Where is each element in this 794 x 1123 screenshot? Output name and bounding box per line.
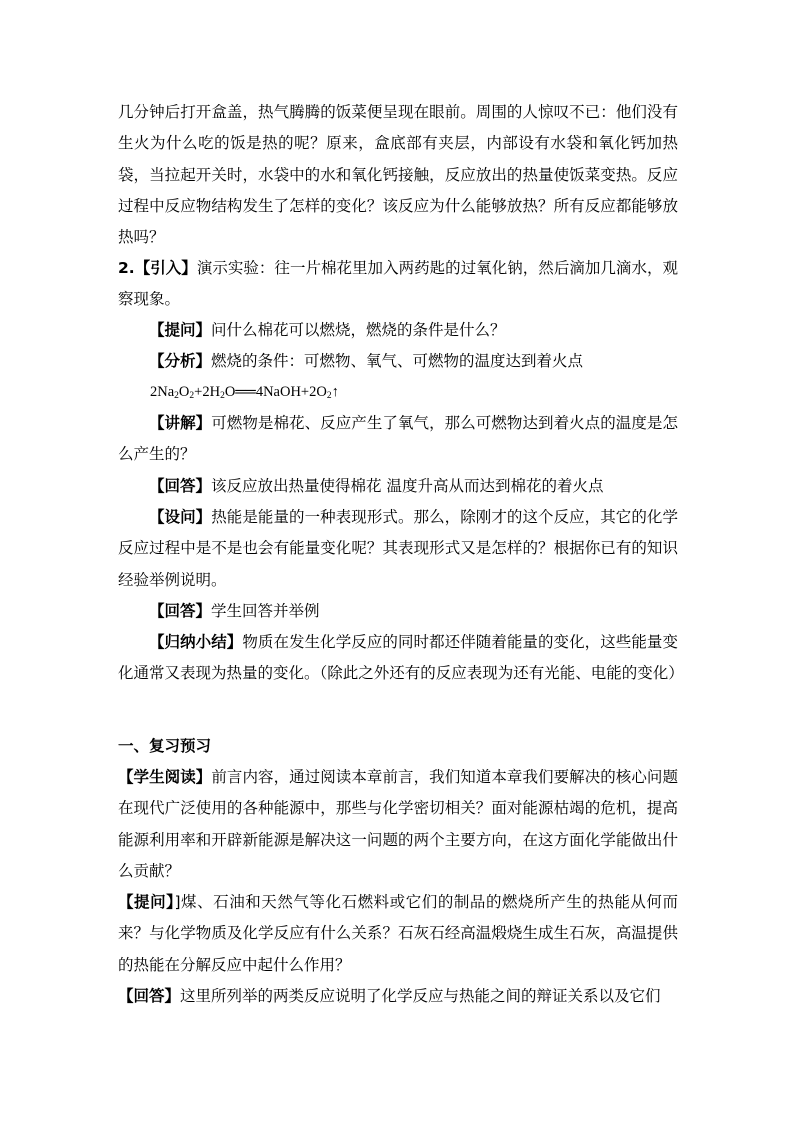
answer-paragraph — [118, 471, 678, 502]
eq-part: 2Na — [150, 384, 175, 400]
intro-text: 几分钟后打开盒盖，热气腾腾的饭菜便呈现在眼前。周围的人惊叹不已：他们没有生火为什么吃的饭是热的呢？原来，盒底部有夹层，内部设有水袋和氧化钙加热袋，当拉起开关时，水袋中的水和氧化钙接触，反应放出的热量使饭菜变热。反应过程中反应物结构发生了怎样的变化？该反应为什么能够放热？所有反应都能够放热吗？ — [118, 103, 678, 247]
answer-tag: 【回答】 — [149, 477, 212, 495]
summary-tag: 【归纳小结】 — [149, 633, 243, 651]
eq-part: +2H — [194, 384, 221, 400]
item-2-paragraph — [118, 253, 678, 316]
hypothetical-question-tag: 【设问】 — [149, 508, 212, 526]
eq-sub: 2 — [326, 391, 332, 401]
eq-sub: 2 — [189, 391, 195, 401]
item-2-text: 演示实验：往一片棉花里加入两药匙的过氧化钠，然后滴加几滴水，观察现象。 — [118, 259, 678, 309]
eq-part: O — [178, 384, 190, 400]
hypothetical-question-paragraph — [118, 502, 678, 596]
review-question-paragraph — [118, 887, 678, 981]
answer-text: 该反应放出热量使得棉花 温度升高从而达到棉花的着火点 — [211, 477, 604, 495]
summary-text: 物质在发生化学反应的同时都还伴随着能量的变化，这些能量变化通常又表现为热量的变化。（除此之外还有的反应表现为还有光能、电能的变化） — [118, 633, 684, 683]
summary-paragraph — [118, 627, 684, 690]
explanation-tag: 【讲解】 — [149, 414, 212, 432]
analysis-paragraph — [118, 346, 678, 377]
student-answer-text: 学生回答并举例 — [211, 602, 320, 620]
review-question-text: ]煤、石油和天然气等化石燃料或它们的制品的燃烧所产生的热能从何而来？与化学物质及化学反应有什么关系？石灰石经高温煅烧生成生石灰，高温提供的热能在分解反应中起什么作用？ — [118, 893, 678, 974]
hypothetical-question-text: 热能是能量的一种表现形式。那么，除刚才的这个反应，其它的化学反应过程中是不是也会有能量变化呢？其表现形式又是怎样的？根据你已有的知识经验举例说明。 — [118, 508, 678, 589]
question-text: 问什么棉花可以燃烧，燃烧的条件是什么？ — [211, 321, 506, 339]
question-paragraph — [118, 315, 678, 346]
eq-sub: 2 — [220, 391, 225, 401]
review-answer-tag: 【回答】 — [118, 987, 181, 1005]
review-question-tag: 【提问】 — [118, 893, 175, 911]
section-heading: 一、复习预习 — [118, 737, 212, 755]
item-2-tag: 【引入】 — [134, 259, 197, 277]
explanation-paragraph — [118, 408, 678, 471]
student-reading-text: 前言内容，通过阅读本章前言，我们知道本章我们要解决的核心问题 在现代广泛使用的各种能源中，那些与化学密切相关？面对能源枯竭的危机，提高能源利用率和开辟新能源是解决这一问题的两个主要方向，在这方面化学能做出什么贡献？ — [118, 768, 678, 880]
eq-sub: 2 — [174, 391, 179, 401]
analysis-text: 燃烧的条件：可燃物、氧气、可燃物的温度达到着火点 — [211, 352, 584, 370]
student-answer-paragraph — [118, 596, 678, 627]
student-reading-tag: 【学生阅读】 — [118, 768, 212, 786]
review-answer-text: 这里所列举的两类反应说明了化学反应与热能之间的辩证关系以及它们 — [180, 987, 661, 1005]
student-reading-paragraph — [118, 762, 678, 887]
intro-paragraph — [118, 97, 678, 253]
explanation-text: 可燃物是棉花、反应产生了氧气，那么可燃物达到着火点的温度是怎么产生的？ — [118, 414, 678, 464]
analysis-tag: 【分析】 — [149, 352, 212, 370]
eq-part: O══4NaOH+2O — [224, 384, 327, 400]
chemical-equation — [150, 379, 339, 405]
up-arrow-icon: ↑ — [331, 384, 339, 400]
question-tag: 【提问】 — [149, 321, 212, 339]
student-answer-tag: 【回答】 — [149, 602, 212, 620]
review-answer-paragraph — [118, 981, 678, 1012]
item-2-number: 2. — [118, 259, 135, 277]
